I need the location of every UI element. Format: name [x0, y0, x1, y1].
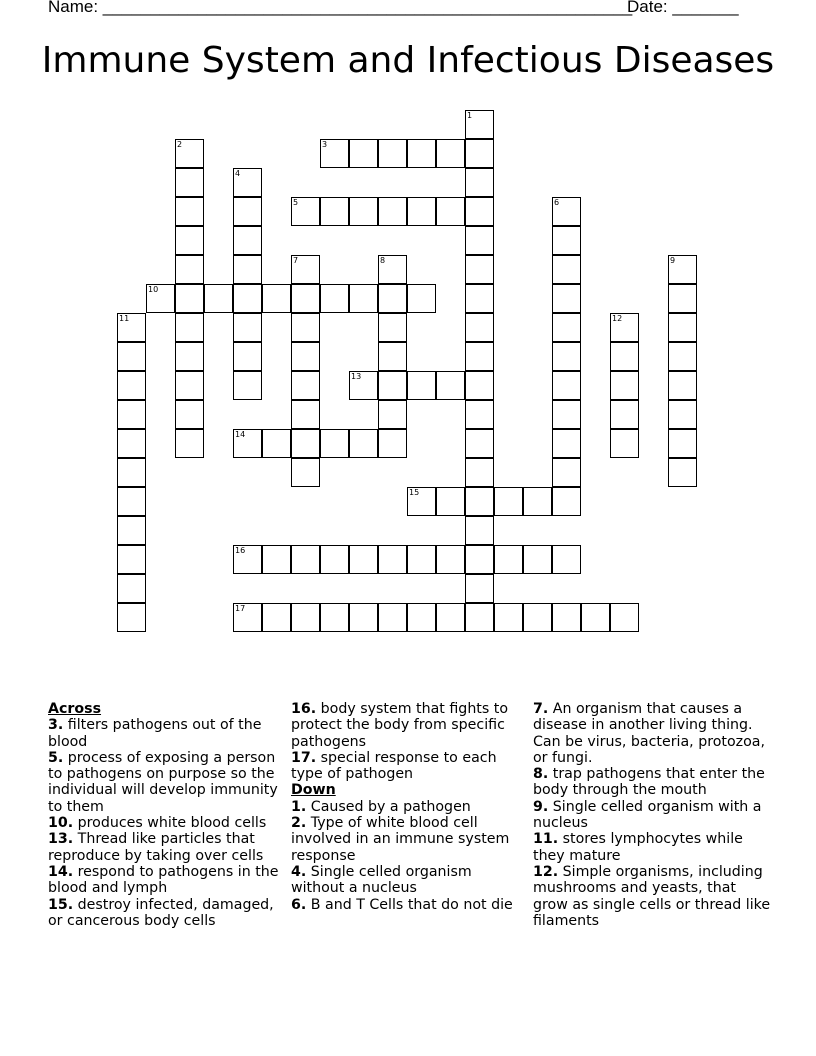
crossword-cell[interactable] [146, 284, 175, 313]
crossword-cell[interactable] [552, 603, 581, 632]
crossword-cell[interactable] [320, 545, 349, 574]
crossword-cell[interactable] [262, 545, 291, 574]
crossword-cell[interactable] [407, 371, 436, 400]
crossword-cell[interactable] [552, 284, 581, 313]
crossword-cell[interactable] [291, 545, 320, 574]
crossword-cell[interactable] [581, 603, 610, 632]
clue-across-17: 17. special response to each type of pathogen [291, 749, 497, 783]
crossword-cell[interactable] [291, 371, 320, 400]
crossword-cell[interactable] [552, 458, 581, 487]
clue-down-1: 1. Caused by a pathogen [291, 798, 471, 815]
crossword-cell[interactable] [378, 313, 407, 342]
crossword-cell[interactable] [610, 603, 639, 632]
crossword-cell[interactable] [465, 284, 494, 313]
crossword-cell[interactable] [552, 197, 581, 226]
crossword-cell[interactable] [407, 487, 436, 516]
crossword-cell[interactable] [378, 197, 407, 226]
crossword-cell[interactable] [378, 545, 407, 574]
crossword-cell[interactable] [610, 342, 639, 371]
crossword-cell[interactable] [233, 545, 262, 574]
clue-down-9: 9. Single celled organism with a nucleus [533, 798, 762, 832]
clue-number: 7 [293, 256, 299, 265]
crossword-cell[interactable] [175, 400, 204, 429]
crossword-cell[interactable] [465, 458, 494, 487]
crossword-cell[interactable] [262, 284, 291, 313]
crossword-cell[interactable] [291, 603, 320, 632]
crossword-cell[interactable] [378, 371, 407, 400]
crossword-cell[interactable] [320, 429, 349, 458]
crossword-cell[interactable] [233, 197, 262, 226]
clue-number: 15 [409, 488, 420, 497]
crossword-cell[interactable] [465, 110, 494, 139]
name-field-label: Name: ________________________________________________________ [48, 0, 633, 16]
clue-number: 14 [235, 430, 246, 439]
crossword-cell[interactable] [465, 197, 494, 226]
crossword-cell[interactable] [175, 255, 204, 284]
crossword-cell[interactable] [552, 487, 581, 516]
crossword-cell[interactable] [262, 603, 291, 632]
down-heading: Down [291, 782, 336, 799]
crossword-cell[interactable] [117, 545, 146, 574]
crossword-cell[interactable] [233, 429, 262, 458]
crossword-cell[interactable] [233, 168, 262, 197]
crossword-cell[interactable] [668, 371, 697, 400]
crossword-cell[interactable] [407, 197, 436, 226]
crossword-cell[interactable] [320, 197, 349, 226]
crossword-cell[interactable] [465, 139, 494, 168]
crossword-cell[interactable] [552, 226, 581, 255]
crossword-cell[interactable] [465, 313, 494, 342]
crossword-cell[interactable] [465, 429, 494, 458]
clue-across-13: 13. Thread like particles that reproduce by taking over cells [48, 831, 264, 864]
crossword-cell[interactable] [668, 284, 697, 313]
crossword-cell[interactable] [175, 429, 204, 458]
crossword-cell[interactable] [668, 429, 697, 458]
clue-number: 3 [322, 140, 328, 149]
crossword-cell[interactable] [117, 313, 146, 342]
clue-number: 10 [148, 285, 159, 294]
crossword-cell[interactable] [378, 284, 407, 313]
crossword-cell[interactable] [668, 342, 697, 371]
crossword-cell[interactable] [175, 313, 204, 342]
crossword-cell[interactable] [291, 284, 320, 313]
crossword-cell[interactable] [233, 226, 262, 255]
crossword-cell[interactable] [523, 603, 552, 632]
crossword-cell[interactable] [117, 516, 146, 545]
crossword-cell[interactable] [117, 342, 146, 371]
clue-down-2: 2. Type of white blood cell involved in an immune system response [291, 815, 510, 864]
crossword-cell[interactable] [610, 313, 639, 342]
clue-number: 2 [177, 140, 183, 149]
crossword-cell[interactable] [668, 458, 697, 487]
crossword-cell[interactable] [233, 255, 262, 284]
clue-down-6: 6. B and T Cells that do not die [291, 896, 513, 913]
crossword-cell[interactable] [552, 400, 581, 429]
clue-across-16: 16. body system that fights to protect the body from specific pathogens [291, 701, 509, 750]
crossword-cell[interactable] [349, 197, 378, 226]
crossword-cell[interactable] [175, 342, 204, 371]
clue-number: 1 [467, 111, 473, 120]
crossword-cell[interactable] [465, 371, 494, 400]
crossword-cell[interactable] [465, 226, 494, 255]
clue-number: 8 [380, 256, 386, 265]
crossword-cell[interactable] [436, 603, 465, 632]
crossword-cell[interactable] [320, 284, 349, 313]
crossword-cell[interactable] [523, 487, 552, 516]
crossword-cell[interactable] [117, 371, 146, 400]
crossword-cell[interactable] [117, 458, 146, 487]
crossword-cell[interactable] [465, 603, 494, 632]
crossword-cell[interactable] [436, 371, 465, 400]
crossword-cell[interactable] [552, 429, 581, 458]
crossword-cell[interactable] [233, 313, 262, 342]
crossword-cell[interactable] [117, 429, 146, 458]
crossword-cell[interactable] [291, 255, 320, 284]
crossword-cell[interactable] [175, 284, 204, 313]
crossword-cell[interactable] [552, 313, 581, 342]
crossword-cell[interactable] [378, 255, 407, 284]
crossword-cell[interactable] [320, 603, 349, 632]
crossword-cell[interactable] [523, 545, 552, 574]
date-field-label: Date: _______ [627, 0, 739, 16]
crossword-cell[interactable] [291, 313, 320, 342]
crossword-cell[interactable] [291, 197, 320, 226]
crossword-cell[interactable] [349, 371, 378, 400]
crossword-cell[interactable] [117, 400, 146, 429]
clue-down-7: 7. An organism that causes a disease in another living thing. Can be virus, bacteria, protozoa, or fungi. [533, 701, 765, 766]
crossword-cell[interactable] [407, 284, 436, 313]
clue-number: 11 [119, 314, 130, 323]
clue-number: 5 [293, 198, 299, 207]
crossword-cell[interactable] [494, 603, 523, 632]
clue-number: 17 [235, 604, 246, 613]
crossword-cell[interactable] [378, 429, 407, 458]
clue-across-14: 14. respond to pathogens in the blood and lymph [48, 863, 279, 897]
clue-number: 12 [612, 314, 623, 323]
crossword-cell[interactable] [668, 400, 697, 429]
crossword-cell[interactable] [407, 545, 436, 574]
crossword-cell[interactable] [610, 400, 639, 429]
crossword-cell[interactable] [291, 458, 320, 487]
crossword-cell[interactable] [436, 197, 465, 226]
crossword-cell[interactable] [291, 400, 320, 429]
crossword-cell[interactable] [407, 139, 436, 168]
crossword-cell[interactable] [233, 371, 262, 400]
crossword-cell[interactable] [378, 603, 407, 632]
crossword-cell[interactable] [465, 574, 494, 603]
crossword-cell[interactable] [378, 139, 407, 168]
crossword-cell[interactable] [378, 400, 407, 429]
crossword-cell[interactable] [204, 284, 233, 313]
crossword-cell[interactable] [349, 139, 378, 168]
crossword-cell[interactable] [552, 255, 581, 284]
page-title: Immune System and Infectious Diseases [41, 40, 775, 81]
clue-number: 16 [235, 546, 246, 555]
crossword-cell[interactable] [465, 342, 494, 371]
crossword-cell[interactable] [262, 429, 291, 458]
clue-down-4: 4. Single celled organism without a nucleus [291, 863, 472, 897]
clue-number: 6 [554, 198, 560, 207]
crossword-cell[interactable] [320, 139, 349, 168]
crossword-cell[interactable] [175, 371, 204, 400]
crossword-cell[interactable] [610, 371, 639, 400]
clue-across-3: 3. filters pathogens out of the blood [48, 717, 262, 750]
crossword-cell[interactable] [349, 545, 378, 574]
crossword-cell[interactable] [349, 284, 378, 313]
crossword-cell[interactable] [494, 487, 523, 516]
crossword-cell[interactable] [610, 429, 639, 458]
crossword-cell[interactable] [233, 284, 262, 313]
across-heading: Across [48, 701, 102, 717]
clue-down-8: 8. trap pathogens that enter the body through the mouth [533, 766, 765, 799]
crossword-cell[interactable] [349, 603, 378, 632]
crossword-cell[interactable] [465, 400, 494, 429]
crossword-cell[interactable] [291, 429, 320, 458]
crossword-cell[interactable] [465, 487, 494, 516]
crossword-cell[interactable] [465, 516, 494, 545]
crossword-cell[interactable] [436, 139, 465, 168]
crossword-cell[interactable] [552, 545, 581, 574]
clue-down-11: 11. stores lymphocytes while they mature [533, 831, 743, 864]
crossword-cell[interactable] [349, 429, 378, 458]
clue-column-1 [48, 701, 284, 929]
crossword-cell[interactable] [291, 342, 320, 371]
crossword-cell[interactable] [407, 603, 436, 632]
clue-number: 9 [670, 256, 676, 265]
clue-across-10: 10. produces white blood cells [48, 815, 267, 832]
crossword-cell[interactable] [552, 371, 581, 400]
crossword-cell[interactable] [378, 342, 407, 371]
clue-number: 4 [235, 169, 241, 178]
crossword-cell[interactable] [175, 197, 204, 226]
clue-across-5: 5. process of exposing a person to pathogens on purpose so the individual will develop immunity to them [48, 749, 278, 815]
crossword-cell[interactable] [233, 603, 262, 632]
crossword-cell[interactable] [117, 487, 146, 516]
crossword-cell[interactable] [465, 168, 494, 197]
clue-number: 13 [351, 372, 362, 381]
clue-down-12: 12. Simple organisms, including mushrooms and yeasts, that grow as single cells or thread like filaments [533, 863, 771, 929]
crossword-cell[interactable] [175, 168, 204, 197]
clue-column-2 [291, 701, 519, 913]
clue-column-3 [533, 701, 773, 929]
crossword-cell[interactable] [175, 226, 204, 255]
crossword-cell[interactable] [465, 255, 494, 284]
crossword-cell[interactable] [494, 545, 523, 574]
crossword-cell[interactable] [233, 342, 262, 371]
crossword-cell[interactable] [465, 545, 494, 574]
crossword-cell[interactable] [436, 545, 465, 574]
crossword-cell[interactable] [668, 255, 697, 284]
clue-across-15: 15. destroy infected, damaged, or cancerous body cells [48, 896, 274, 929]
crossword-cell[interactable] [175, 139, 204, 168]
crossword-cell[interactable] [668, 313, 697, 342]
crossword-cell[interactable] [117, 574, 146, 603]
crossword-cell[interactable] [117, 603, 146, 632]
crossword-cell[interactable] [552, 342, 581, 371]
crossword-cell[interactable] [436, 487, 465, 516]
